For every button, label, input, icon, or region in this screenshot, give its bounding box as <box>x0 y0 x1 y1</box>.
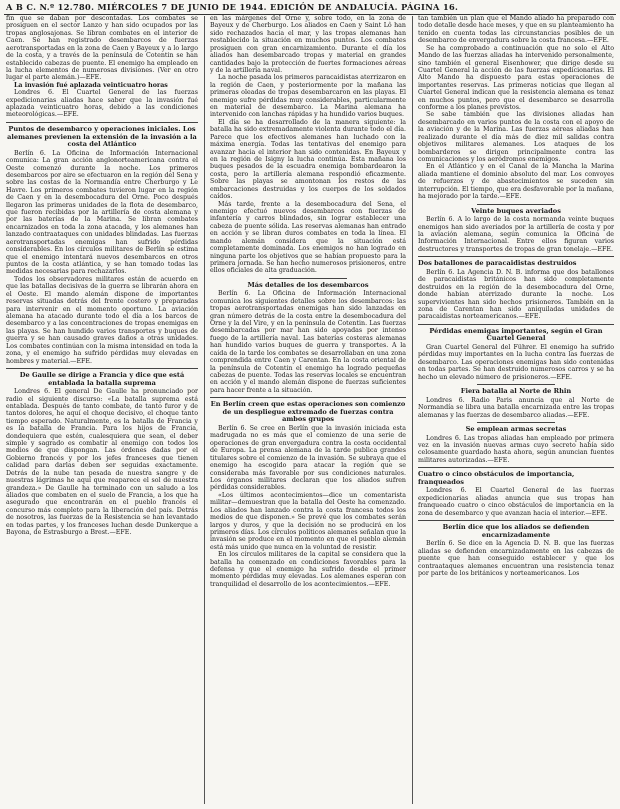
article-text: En los círculos militares de la capital se considera que la batalla ha comenzado en condiciones favorables para la defensa y que el enemigo ha sufrido desde el primer momento pérdidas muy elevadas. Los alemanes esperan con tranquilidad el desarrollo de los acontecimientos.—EFE. <box>210 551 406 588</box>
article-text: Berlín 6. Se cree en Berlín que la invasión iniciada esta madrugada no es más que el comienzo de una serie de operaciones de gran envergadura contra la costa occidental de Europa. La prensa alemana de la tarde publica grandes titulares sobre el comienzo de la invasión. Se subraya que el enemigo ha escogido para atacar la región que se consideraba más favorable por sus condiciones naturales. Los órganos militares declaran que los aliados sufren pérdidas considerables. <box>210 425 406 492</box>
article-headline: Más detalles de los desembarcos <box>247 280 369 289</box>
article-divider <box>418 256 614 257</box>
article-text: Más tarde, frente a la desembocadura del Sena, el enemigo efectuó nuevos desembarcos con fuerzas de infantería y carros blindados, sin lograr establecer una cabeza de puente sólida. Las reservas alemanas han entrado en acción y se libran duros combates en toda la línea. El mando alemán considera que la situación está completamente dominada. Los enemigos no han logrado en ninguna parte los objetivos que se habían propuesto para la primera jornada. Se han hecho numerosos prisioneros, entre ellos oficiales de alta graduación. <box>210 200 406 275</box>
article-text: Berlín 6. A lo largo de la costa normanda veinte buques enemigos han sido averiados por la artillería de costa y por la aviación alemana, según comunica la Oficina de Información Internacional. Entre ellos figuran varios destructores y transportes de tropas de gran tonelaje.—EFE. <box>418 216 614 253</box>
article-text: en las márgenes del Orne y, sobre todo, en la zona de Bayeux y de Cherburgo. Los aliados en Caen y Saint Lô han sido rechazados hacia el mar, y las tropas alemanas han restablecido la situación en muchos puntos. Los combates prosiguen con gran encarnizamiento. Durante el día los aliados han desembarcado tropas y material en grandes cantidades bajo la protección de fuertes formaciones aéreas y de la artillería naval. <box>210 15 406 74</box>
article-headline: De Gaulle se dirige a Francia y dice que está entablada la batalla suprema <box>19 370 185 387</box>
article-text: Londres 6. Radio Paris anuncia que al Norte de Normandía se libra una batalla encarnizada entre las tropas alemanas y las fuerzas de desembarco aliadas.—EFE. <box>418 396 614 419</box>
page-header: A B C. N.º 12.780. MIÉRCOLES 7 DE JUNIO DE 1944. EDICIÓN DE ANDALUCÍA. PÁGINA 16. <box>6 2 459 12</box>
column-divider <box>412 16 413 804</box>
article-headline: Dos batallones de paracaidistas destruidos <box>418 259 577 268</box>
article-divider <box>477 204 555 205</box>
article-text: «Los últimos acontecimientos—dice un comentarista militar—demuestran que la batalla del Oeste ha comenzado. Los aliados han lanzado contra la costa francesa todos los medios de que disponen.» Se prevé que los combates serán largos y duros, y que la decisión no se producirá en los primeros días. Los círculos políticos alemanes señalan que la invasión se produce en el momento en que el pueblo alemán está más unido que nunca en la voluntad de resistir. <box>210 491 406 551</box>
column-3 <box>418 15 614 805</box>
article-headline: Fiera batalla al Norte de Rhin <box>460 387 572 396</box>
article-divider <box>418 324 614 325</box>
article-text: tan también un plan que el Mando aliado ha preparado con todo detalle desde hace meses, y que en su planteamiento ha tenido en cuenta todas las circunstancias posibles de un desembarco de envergadura sobre la costa francesa.—EFE. <box>418 15 614 45</box>
article-headline: Berlín dice que los aliados se defienden encarnizadamente <box>442 523 590 539</box>
article-headline: En Berlín creen que estas operaciones son comienzo de un despliegue extremado de fuerzas contra ambos grupos <box>210 400 406 424</box>
article-divider <box>418 467 614 468</box>
article-text: Londres 6. Las tropas aliadas han empleado por primera vez en la invasión nuevas armas cuyo secreto había sido celosamente guardado hasta ahora, según anuncian fuentes militares autorizadas.—EFE. <box>418 434 614 464</box>
column-2 <box>210 15 406 805</box>
article-text: Berlín 6. La Agencia D. N. B. informa que dos batallones de paracaidistas británicos han sido completamente destruidos en la región de la desembocadura del Orne, donde habían aterrizado durante la noche. Los supervivientes han sido hechos prisioneros. También en la zona de Carentan han sido aniquiladas unidades de paracaidistas norteamericanos.—EFE. <box>418 268 614 321</box>
article-text: Berlín 6. La Oficina de Información Internacional comunica: La gran acción anglonorteamericana contra el Oeste comenzó durante la noche. Los primeros desembarcos por aire se efectuaron en la región del Sena y sobre las costas de la Normandía entre Cherburgo y Le Havre. Los primeros combates tuvieron lugar en la región de Caen y en la desembocadura del Orne. Poco después llegaron las primeras unidades de la flota de desembarco, que fueron recibidas por la artillería de costa alemana y por las baterías de la Marina. Se libran combates encarnizados en toda la zona atacada, y los alemanes han lanzado contraataques con unidades blindadas. Las fuerzas aerotransportadas enemigas han sufrido pérdidas considerables. En los círculos militares de Berlín se estima que el enemigo intentará nuevos desembarcos en otros puntos de la costa atlántica, y se han tomado todas las medidas necesarias para rechazarlos. <box>6 149 198 276</box>
article-headline: Puntos de desembarco y operaciones iniciales. Los alemanes previenen la extensión de la invasión a la costa del Atlántico <box>7 124 197 149</box>
article-text: Berlín 6. La Oficina de Información Internacional comunica los siguientes detalles sobre los desembarcos: las tropas aerotransportadas enemigas han sido lanzadas en gran número detrás de la costa entre la desembocadura del Orne y la del Vire, y en la península de Cotentin. Las fuerzas desembarcadas por mar han sido apoyadas por intenso fuego de la artillería naval. Las baterías costeras alemanas han hundido varios buques de guerra y transportes. A la caída de la tarde los combates se desarrollaban en una zona comprendida entre Caen y Carentan. En la costa oriental de la península de Cotentin el enemigo ha logrado pequeñas cabezas de puente. Todas las reservas locales se encuentran en acción y el mando alemán dispone de fuerzas suficientes para hacer frente a la situación. <box>210 290 406 394</box>
article-divider <box>418 520 614 521</box>
article-text: Londres 6. El Cuartel General de las fuerzas expedicionarias aliadas hace saber que la invasión fué aplazada veinticuatro horas, debido a las condiciones meteorológicas.—EFE. <box>6 89 198 119</box>
column-divider <box>204 16 205 804</box>
article-headline: Cuatro o cinco obstáculos de importancia, franqueados <box>418 470 575 486</box>
article-divider <box>477 384 555 385</box>
article-text: fin que se daban por descontadas. Los combates se prosiguen en el sector Lanzo y han sido ocupados por las tropas anglosajonas. Se libran combates en el interior de Caen. Se han registrado desembarcos de fuerzas aerotransportadas en la zona de Caen y Bayeux y a lo largo de la costa, y a través de la península de Cotentin se han establecido cabezas de puente. El enemigo ha empleado en la lucha elementos de numerosas divisiones. (Ver en otro lugar el parte alemán.)—EFE. <box>6 15 198 82</box>
article-text: Todos los observadores militares están de acuerdo en que las batallas decisivas de la guerra se librarán ahora en el Oeste. El mando alemán dispone de importantes reservas situadas detrás del frente costero y preparadas para intervenir en el momento oportuno. La aviación alemana ha atacado durante todo el día a los barcos de desembarco y a las concentraciones de tropas enemigas en las playas. Se han hundido varios transportes y buques de guerra y se han causado graves daños a otras unidades. Los combates continúan con la misma intensidad en toda la zona, y el enemigo ha sufrido pérdidas muy elevadas en hombres y material.—EFE. <box>6 275 198 365</box>
article-text: Se sabe también que las divisiones aliadas han desembarcado en varios puntos de la costa con el apoyo de la aviación y de la Marina. Las fuerzas aéreas aliadas han realizado durante el día más de diez mil salidas contra objetivos militares alemanes. Los ataques de los bombarderos se dirigen principalmente contra las comunicaciones y los aeródromos enemigos. <box>418 111 614 164</box>
article-text: Londres 6. El general De Gaulle ha pronunciado por radio el siguiente discurso: «La batalla suprema está entablada. Después de tanto combate, de tanto furor y de tantos dolores, he aquí el choque decisivo, el choque tanto tiempo esperado. Naturalmente, es la batalla de Francia y es la batalla de Francia. Para los hijos de Francia, dondequiera que estén, cualesquiera que sean, el deber simple y sagrado es combatir al enemigo con todos los medios de que dispongan. Las órdenes dadas por el Gobierno francés y por los jefes franceses que tienen calidad para darlas deben ser seguidas exactamente. Detrás de la nube tan pesada de nuestra sangre y de nuestras lágrimas he aquí que reaparece el sol de nuestra grandeza.» De Gaulle ha terminado con un saludo a los aliados que combaten en el suelo de Francia, a los que ha asegurado que encontrarán en el pueblo francés el concurso más completo para la liberación del país. Detrás de nosotros, las fuerzas de la Resistencia se han levantado en todas partes, y los franceses luchan desde Dunkerque a Bayona, de Estrasburgo a Brest.—EFE. <box>6 388 198 537</box>
article-headline: Pérdidas enemigas importantes, según el Gran Cuartel General <box>429 326 603 343</box>
article-headline: Veinte buques averiados <box>471 206 561 215</box>
article-divider <box>477 422 555 423</box>
article-text: El día se ha desarrollado de la manera siguiente: la batalla ha sido extremadamente violenta durante todo el día. Parece que los efectivos alemanes han luchado con la máxima energía. Todas las tentativas del enemigo para avanzar hacia el interior han sido contenidas. En Bayeux y en la región de Isigny la lucha continúa. Esta mañana los buques pesados de la escuadra enemiga bombardearon la costa, pero la artillería alemana respondió eficazmente. Sobre las playas se amontonan los restos de las embarcaciones destruidas y los cuerpos de los soldados caídos. <box>210 118 406 201</box>
article-divider <box>210 397 406 398</box>
article-subhead: La invasión fué aplazada veinticuatro horas <box>14 81 168 89</box>
article-headline: Se emplean armas secretas <box>465 424 567 433</box>
article-divider <box>6 368 198 369</box>
article-text: La noche pasada los primeros paracaidistas aterrizaron en la región de Caen, y posteriormente por la mañana las primeras oleadas de tropas desembarcaron en las playas. El enemigo sufre pérdidas muy considerables, particularmente en material de desembarco. La Marina alemana ha intervenido con lanchas rápidas y ha hundido varios buques. <box>210 74 406 119</box>
article-text: Se ha comprobado a continuación que no solo el Alto Mando de las fuerzas aliadas ha intervenido personalmente, sino también el general Eisenhower, que dirige desde su Cuartel General la acción de las fuerzas expedicionarias. El Alto Mando ha dispuesto para estas operaciones de importantes reservas. Las primeras noticias que llegan al Cuartel General indican que la resistencia alemana es tenaz en muchos puntos, pero que el desembarco se desarrolla conforme a los planes previstos. <box>418 44 614 112</box>
article-text: En el Atlántico y en el Canal de la Mancha la Marina aliada mantiene el dominio absoluto del mar. Los convoyes de refuerzos y de abastecimientos se suceden sin interrupción. El tiempo, que era desfavorable por la mañana, ha mejorado por la tarde.—EFE. <box>418 163 614 201</box>
article-text: Londres 6. El Cuartel General de las fuerzas expedicionarias aliadas anuncia que sus tropas han franqueado cuatro o cinco obstáculos de importancia en la zona de desembarco y que avanzan hacia el interior.—EFE. <box>418 487 614 517</box>
article-divider <box>6 122 198 123</box>
column-1 <box>6 15 198 805</box>
article-text: Berlín 6. Se dice en la Agencia D. N. B. que las fuerzas aliadas se defienden encarnizadamente en las cabezas de puente que han conseguido establecer y que los contraataques alemanes encuentran una resistencia tenaz por parte de los británicos y norteamericanos. Los <box>418 540 614 577</box>
article-divider <box>269 278 347 279</box>
article-text: Gran Cuartel General del Führer. El enemigo ha sufrido pérdidas muy importantes en la lucha contra las fuerzas de desembarco. Las operaciones enemigas han sido contenidas en todas partes. Se han destruido numerosos carros y se ha hecho un elevado número de prisioneros.—EFE. <box>418 343 614 381</box>
